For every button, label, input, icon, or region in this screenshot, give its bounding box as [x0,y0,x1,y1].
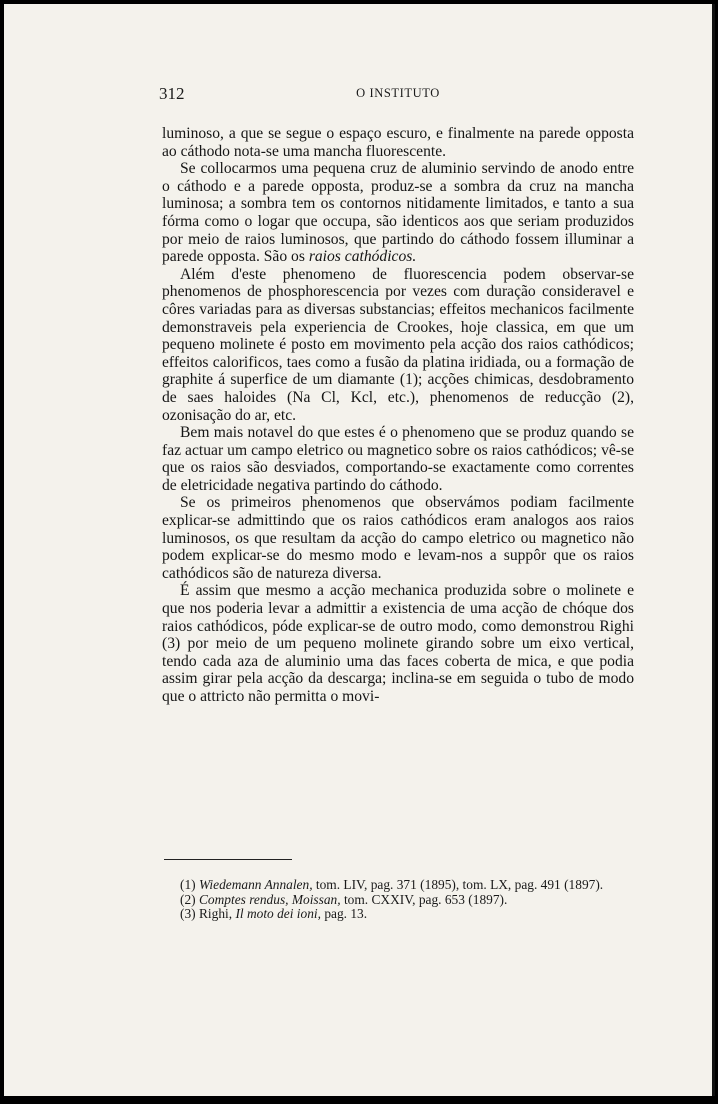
footnote-1-rest: tom. LIV, pag. 371 (1895), tom. LX, pag. 491 (1897). [312,877,604,892]
body-text [162,125,634,706]
footnote-3-lead: Righi, [195,906,236,922]
footnote-rule [164,859,292,860]
footnote-1-italic: Wiedemann Annalen, [198,877,313,892]
footnote-2-rest: tom. CXXIV, pag. 653 (1897). [340,891,508,907]
paragraph-4: Bem mais notavel do que estes é o phenomeno que se produz quando se faz actuar um campo eletrico ou magnetico sobre os raios cathódicos; vê-se que os raios são desviados, comportando-se exactamente como correntes de eletricidade negativa partindo do cáthodo. [162,424,634,494]
page-number: 312 [159,84,185,103]
footnote-2-marker: (2) [180,891,196,907]
footnote-3-marker: (3) [180,906,196,922]
paragraph-6: É assim que mesmo a acção mechanica produzida sobre o molinete e que nos poderia levar a admittir a existencia de uma acção de chóque dos raios cathódicos, póde explicar-se de outro modo, como demonstrou Righi (3) por meio de um pequeno molinete girando sobre um eixo vertical, tendo cada aza de aluminio uma das faces coberta de mica, e que podia assim girar pela acção da descarga; inclina-se em seguida o tubo de modo que o attricto não permitta o movi- [162,582,634,705]
running-title: O INSTITUTO [356,86,440,100]
footnote-3-rest: pag. 13. [320,906,368,922]
footnote-3 [162,907,634,922]
paragraph-3: Além d'este phenomeno de fluorescencia podem observar-se phenomenos de phosphorescencia por vezes com duração consideravel e côres variadas para as diversas substancias; effeitos mechanicos facilmente demonstraveis pela experiencia de Crookes, hoje classica, em que um pequeno molinete é posto em movimento pela acção dos raios cathódicos; effeitos calorificos, taes como a fusão da platina iridiada, ou a formação de graphite á superfice de um diamante (1); acções chimicas, desdobramento de saes haloides (Na Cl, Kcl, etc.), phenomenos de reducção (2), ozonisação do ar, etc. [162,265,634,424]
paragraph-2-italic: raios cathódicos. [308,248,417,266]
paragraph-1: luminoso, a que se segue o espaço escuro, e finalmente na parede opposta ao cáthodo nota-se uma mancha fluorescente. [162,125,634,160]
footnotes [162,878,634,922]
paragraph-2 [162,160,634,266]
paragraph-2-text: Se collocarmos uma pequena cruz de aluminio servindo de anodo entre o cáthodo e a parede opposta, produz-se a sombra da cruz na mancha luminosa; a sombra tem os contornos nitidamente limitados, e tanto a sua fórma como o logar que occupa, são identicos aos que seriam produzidos por meio de raios luminosos, que partindo do cáthodo fossem illuminar a parede opposta. São os [162,160,634,266]
footnote-1-marker: (1) [180,877,196,892]
document-page [4,4,715,1096]
footnote-1 [162,878,634,893]
paragraph-5: Se os primeiros phenomenos que observámos podiam facilmente explicar-se admittindo que os raios cathódicos eram analogos aos raios luminosos, os que resultam da acção do campo eletrico ou magnetico não podem explicar-se do mesmo modo e levam-nos a suppôr que os raios cathódicos são de natureza diversa. [162,494,634,582]
footnote-2-italic: Comptes rendus, Moissan, [198,891,341,907]
footnote-3-italic: Il moto dei ioni, [235,906,321,922]
page-header [159,84,637,106]
footnote-2 [162,893,634,908]
